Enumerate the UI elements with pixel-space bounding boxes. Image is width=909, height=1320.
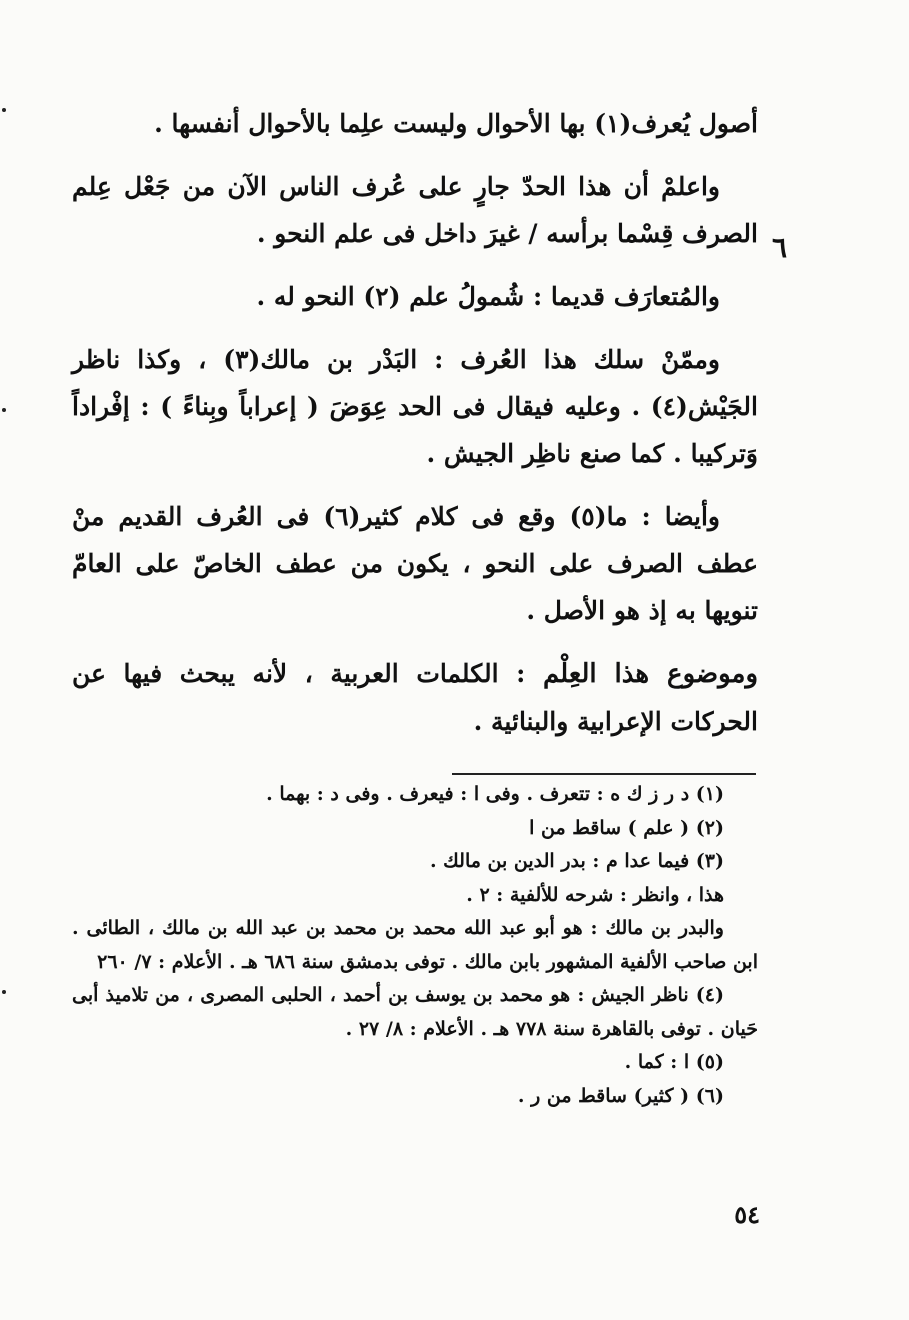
- main-text: [72, 100, 758, 761]
- paragraph: والمُتعارَف قديما : شُمولُ علم (٢) النحو له .: [256, 282, 720, 311]
- footnote: (٢) ( علم ) ساقط من ا: [529, 816, 724, 839]
- footnote: والبدر بن مالك : هو أبو عبد الله محمد بن محمد بن عبد الله بن مالك ، الطائى . ابن صاحب الألفية المشهور بابن مالك . توفى بدمشق سنة ٦٨٦ هـ . الأعلام : ٧/ ٢٦٠: [72, 917, 758, 973]
- scan-speck: [2, 408, 6, 412]
- footnote: (٣) فيما عدا م : بدر الدين بن مالك .: [429, 850, 724, 872]
- footnote: (٦) ( كثير) ساقط من ر .: [517, 1084, 724, 1107]
- footnote-separator: [452, 773, 756, 775]
- paragraph: [72, 650, 758, 745]
- paragraph: وأيضا : ما(٥) وقع فى كلام كثير(٦) فى العُرف القديم منْ عطف الصرف على النحو ، يكون من عطف الخاصّ على العامّ تنويها به إذ هو الأصل .: [72, 502, 758, 625]
- footnote: (١) د ر ز ك ه : تتعرف . وفى ا : فيعرف . وفى د : بهما .: [266, 783, 724, 805]
- scan-speck: [2, 108, 6, 112]
- paragraph: وممّنْ سلك هذا العُرف : البَدْر بن مالك(٣) ، وكذا ناظر الجَيْش(٤) . وعليه فيقال فى الحد عِوَضَ ( إعراباً وبِناءً ) : إفْراداً وَتركيبا . كما صنع ناظِر الجيش .: [72, 345, 758, 468]
- footnote: (٤) ناظر الجيش : هو محمد بن يوسف بن أحمد ، الحلبى المصرى ، من تلاميذ أبى حَيان . توفى بالقاهرة سنة ٧٧٨ هـ . الأعلام : ٨/ ٢٧ .: [72, 984, 758, 1040]
- paragraph: واعلمْ أن هذا الحدّ جارٍ على عُرف الناس الآن من جَعْل عِلم الصرف قِسْما برأسه / غيرَ داخل فى علم النحو .: [72, 172, 758, 248]
- footnote: (٥) ا : كما .: [624, 1051, 724, 1073]
- paragraph-text: : الكلمات العربية ، لأنه يبحث فيها عن الحركات الإعرابية والبنائية .: [72, 659, 758, 736]
- margin-page-marker: ٦: [772, 231, 788, 264]
- subject-heading: وموضوع هذا العِلْم: [543, 659, 758, 689]
- paragraph: أصول يُعرف(١) بها الأحوال وليست علِما بالأحوال أنفسها .: [154, 109, 758, 138]
- footnote: هذا ، وانظر : شرحه للألفية : ٢ .: [466, 883, 724, 906]
- footnotes: [72, 778, 758, 1113]
- scan-speck: [2, 990, 6, 994]
- page-number: ٥٤: [734, 1200, 760, 1229]
